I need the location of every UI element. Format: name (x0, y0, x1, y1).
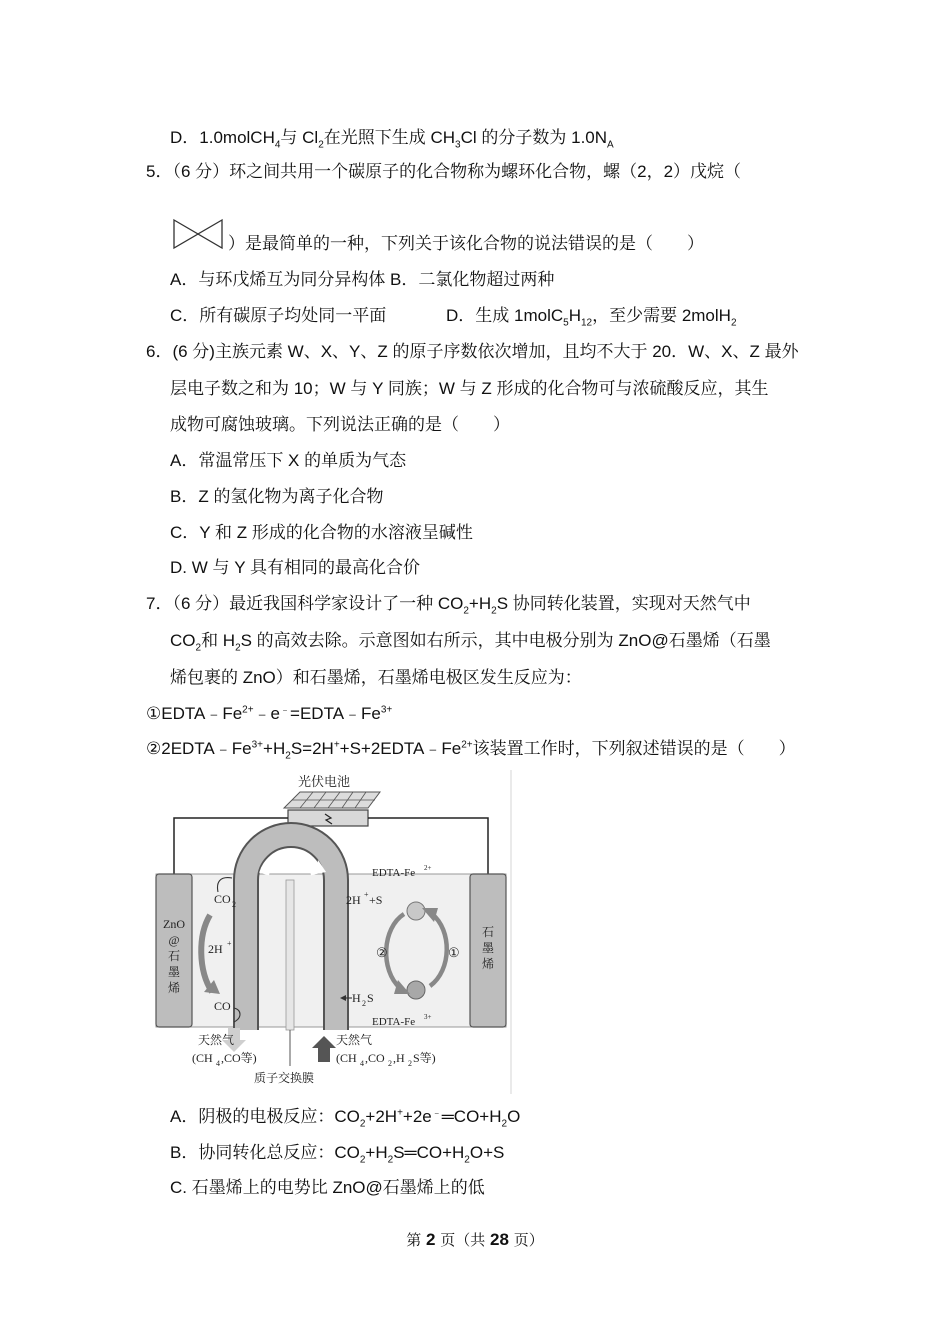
svg-text:2: 2 (232, 900, 236, 909)
q7-option-a: A．阴极的电极反应：$CO_2+2H^++2e^﹣═CO+H_2O$ (170, 1107, 521, 1130)
svg-text:石: 石 (167, 949, 181, 963)
svg-text:烯: 烯 (167, 981, 181, 995)
q6-option-d: D. W 与 Y 具有相同的最高化合价 (170, 558, 420, 577)
page-number: 2 (426, 1230, 436, 1249)
svg-text:①: ① (448, 945, 460, 960)
q7-stem-line1: 7．（6 分）最近我国科学家设计了一种 $CO_2+H_2S$ 协同转化装置，实现对天然气中 (146, 594, 751, 617)
svg-text:@: @ (168, 933, 180, 947)
q6-stem-line2: 层电子数之和为 10；W 与 Y 同族；W 与 Z 形成的化合物可与浓硫酸反应，其生 (170, 379, 769, 398)
svg-text:EDTA-Fe: EDTA-Fe (372, 867, 416, 879)
q7-stem-line2: $CO_2$和 $H_2S$ 的高效去除。示意图如右所示，其中电极分别为 ZnO@石墨烯（石墨 (170, 631, 771, 654)
svg-text:②: ② (376, 945, 388, 960)
svg-text:2: 2 (362, 999, 366, 1008)
svg-text:烯: 烯 (481, 957, 495, 971)
spiro-pentane-structure (172, 218, 224, 250)
page-total: 28 (490, 1230, 509, 1249)
q6-stem-line1: 6．(6 分)主族元素 W、X、Y、Z 的原子序数依次增加，且均不大于 20．W、X、Z 最外 (146, 342, 799, 361)
q6-option-c: C．Y 和 Z 形成的化合物的水溶液呈碱性 (170, 523, 473, 542)
svg-text:2+: 2+ (424, 864, 432, 872)
svg-text:EDTA-Fe: EDTA-Fe (372, 1016, 416, 1028)
svg-text:天然气: 天然气 (336, 1033, 373, 1047)
svg-text:(CH: (CH (192, 1051, 213, 1065)
svg-text:4: 4 (216, 1059, 220, 1068)
edta-fe2-sphere (407, 902, 425, 920)
svg-text:S: S (367, 991, 374, 1005)
svg-text:,H: ,H (393, 1051, 405, 1065)
svg-text:2H: 2H (346, 893, 361, 907)
q7-option-c: C. 石墨烯上的电势比 ZnO@石墨烯上的低 (170, 1178, 485, 1197)
q7-option-b: B．协同转化总反应：$CO_2+H_2S═CO+H_2O+S$ (170, 1143, 505, 1166)
page-footer: 第 2 页（共 28 页） (406, 1230, 544, 1249)
svg-text:+S: +S (369, 893, 383, 907)
svg-text:石: 石 (481, 925, 495, 939)
q6-option-a: A．常温常压下 X 的单质为气态 (170, 451, 407, 470)
svg-text:天然气: 天然气 (198, 1033, 235, 1047)
q6-option-b: B．Z 的氢化物为离子化合物 (170, 487, 384, 506)
svg-text:CO: CO (214, 999, 231, 1013)
svg-text:CO: CO (214, 892, 231, 906)
svg-text:墨: 墨 (481, 941, 495, 955)
q5-stem-line1: 5．（6 分）环之间共用一个碳原子的化合物称为螺环化合物，螺（2，2）戊烷（ (146, 162, 742, 181)
q4-option-d: D．1.0molCH$_4$与 $Cl_2$在光照下生成 $CH_3Cl$ 的分子数为 $1.0N_A$ (170, 128, 614, 151)
co2-h2s-conversion-device-diagram (150, 770, 512, 1094)
svg-text:,CO等): ,CO等) (221, 1051, 257, 1065)
svg-text:质子交换膜: 质子交换膜 (254, 1071, 315, 1085)
svg-text:2: 2 (388, 1059, 392, 1068)
svg-text:+: + (364, 890, 369, 899)
svg-text:2: 2 (408, 1059, 412, 1068)
q5-option-c: C．所有碳原子均处同一平面 (170, 306, 387, 325)
q7-reaction-1: $①EDTA﹣Fe^{2+}﹣e^﹣=EDTA﹣Fe^{3+}$ (146, 704, 393, 723)
svg-text:4: 4 (360, 1059, 364, 1068)
q5-option-d: D．生成 $1molC_5H_{12}$，至少需要 2molH$_2$ (446, 306, 737, 329)
q5-stem-line2: ）是最简单的一种，下列关于该化合物的说法错误的是（ ） (228, 234, 704, 253)
solar-label: 光伏电池 (298, 774, 351, 789)
svg-text:ZnO: ZnO (163, 917, 185, 931)
svg-text:墨: 墨 (167, 965, 181, 979)
svg-text:+: + (227, 939, 232, 948)
q6-stem-line3: 成物可腐蚀玻璃。下列说法正确的是（ ） (170, 415, 510, 434)
svg-text:H: H (352, 991, 361, 1005)
edta-fe3-sphere (407, 981, 425, 999)
svg-text:2H: 2H (208, 942, 223, 956)
svg-text:3+: 3+ (424, 1013, 432, 1021)
q7-reaction-2: $②2EDTA﹣Fe^{3+}+H_2S=2H^++S+2EDTA﹣Fe^{2+}$该装置工作时，下列叙述错误的是（ ） (146, 739, 796, 762)
proton-exchange-membrane (286, 880, 294, 1030)
svg-text:(CH: (CH (336, 1051, 357, 1065)
svg-text:S等): S等) (413, 1051, 436, 1065)
svg-text:,CO: ,CO (365, 1051, 385, 1065)
q5-option-ab: A．与环戊烯互为同分异构体 B．二氯化物超过两种 (170, 270, 555, 289)
q7-stem-line3: 烯包裹的 ZnO）和石墨烯，石墨烯电极区发生反应为： (170, 668, 582, 687)
